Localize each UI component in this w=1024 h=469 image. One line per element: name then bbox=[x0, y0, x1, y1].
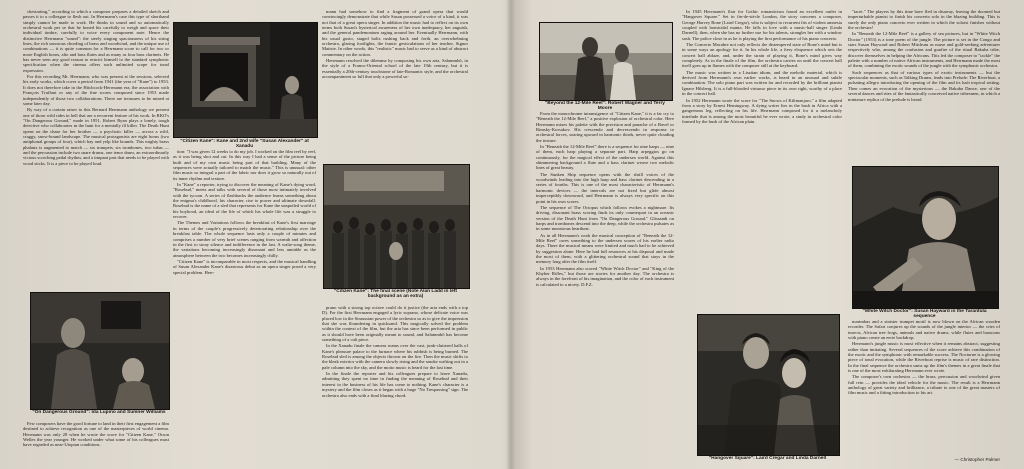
text-column-3 bbox=[322, 9, 468, 159]
paragraph: The composer's own orchestra — the brass, percussion and woodwind given full rein — provides the ideal vehicle for the music. The result is a Herrmann anthology of great variety and brilliance, a tribute to one of the great masters of film music and a fitting introduction to his art. bbox=[848, 374, 1000, 396]
paragraph: prano with a strong top octave could do it justice (the aria ends with a top D). For the first Herrmann engaged a lyric soprano, whose delicate voice was placed low in the Straussian power of the orchestra so as to give the impression that she was floundering in quicksand. This magically solved the problem within the context of the film, but the aria has since been performed in public as it should have been originally meant to sound, and Salammbô has become something of a cult piece. bbox=[322, 305, 468, 343]
paragraph: In "Beneath the 12-Mile Reef" there is a sequence for nine harps — nine of them, each harp playing a separate part. Harp arpeggios go on continuously, for the magical effect of the undersea world. Against this shimmering background a flute and a bass clarinet weave two melodic lines of great beauty. bbox=[536, 144, 674, 171]
photo-caption: "On Dangerous Ground": Ida Lupino and Sumner Williams bbox=[32, 410, 166, 415]
paragraph: In 1945 Herrmann's flair for Gothic romanticism found an excellent outlet in "Hangover Square." Set in fin-de-siècle London, the story concerns a composer, George Harvey Bone (Laird Cregar), who is subject to recurrent fits of violent amnesia coupled with homicidal mania. He falls in love with a music-hall singer (Linda Darnell), then, when she has no further use for his talents, strangles her with a window sash. The police close in as he is playing the first performance of his piano concerto. bbox=[682, 9, 842, 41]
paragraph: "Citizen Kane" is incomparable in most respects, and the musical handling of Susan Alexander Kane's disastrous debut as an opera singer posed a very special problem. Herr- bbox=[173, 258, 316, 275]
paragraph: marimbas and a sinister trumpet motif is now blown on the African wooden recorder. The Safari conjures up the sounds of the jungle interior — the cries of insects, African tree frogs, animals and native drums, while flutes and bassoons with piano create an eerie backdrop. bbox=[848, 319, 1000, 341]
paragraph: In the finale the reporter and his colleagues prepare to leave Xanadu, admitting they spent no time in finding the meaning of Rosebud and their interest in the business of his life has come to nothing. Kane's character is a mystery and the film closes as it began with a huge "No Trespassing" sign. The orchestra also ends with a final blazing chord. bbox=[322, 371, 468, 398]
paragraph: chestrating," according to which a composer prepares a detailed sketch and passes it to a colleague to flesh out. In Herrmann's case this type of shorthand simply cannot be made to work. He thinks in sound and so automatically orchestral work per se that he honed his carefully to weigh and space their individual timbre, carefully to voice every component note. Hence the distinctive Herrmann "sound": the steely singing spaciousness of his string lines, the rich sonorous chording of brass and woodwind, and the unique use of combinations — it is quite common for a Herrmann score to call for two or more English horns, alto and bass flutes and as many as four bass clarinets. He has never seen any good reason to restrict himself to the standard symphonic specification when the cinema offers such unlimited scope for tonal expression. bbox=[23, 9, 169, 73]
photo-white-witch-doctor bbox=[852, 166, 999, 309]
paragraph: In 1952 Herrmann wrote the score for "The Snows of Kilimanjaro," a film adapted from a story by Ernest Hemingway. A dying writer lies in the bush in Africa with a gangrenous leg, reflecting on his life. Herrmann composed for it a melancholy interlude that is among the most beautiful he ever wrote, a study in orchestral color framed by the hush of the African plain. bbox=[682, 97, 842, 124]
paragraph: From the monochrome intransigence of "Citizen Kane," it is a far cry to "Beneath the 12-Mile Reef," a positive explosion of orchestral color. Here Herrmann mixes his palette with the precision and panache of a Ravel or Rimsky-Korsakov. His crescendo and decrescendo in response to orchestral forces, soaring upward in harmonic thirds, never quite clouding the texture. bbox=[536, 111, 674, 143]
paragraph: Herrmann's jungle music is most effective when it remains abstract, suggesting rather than imitating. Several sequences of the score achieve this combination of the exotic and the symphonic with remarkable success. The Nocturne is a glowing piece of tonal evocation, while the Riverboat reprise is music of rare distinction. In the final sequence the orchestra sums up the film's themes in a great finale that is one of the most exhilarating Herrmann ever wrote. bbox=[848, 341, 1000, 374]
paragraph: The Concerto Macabre not only reflects the distempered state of Bone's mind but is in some ways an apology for it. In his whole life, a fiery eloquence which sets the concert hall ablaze, and, under the strain of playing it, Bone's mind gives way completely. As in the finale of the film, the orchestra carries on until the concert hall itself goes up in flames with the composer still at the keyboard. bbox=[682, 42, 842, 69]
paragraph: In the Xanadu finale the camera roams over the vast, junk-cluttered halls of Kane's pleasure palace to the furnace where his rubbish is being burned. The Rosebud sled is among the objects thrown on the fire. Then the music shifts to the bleak exterior with the camera slowly rising and the smoke wafting out in a pale column into the sky, and the motto music is heard for the last time. bbox=[322, 343, 468, 370]
paragraph: mann had somehow to find a fragment of grand opera that would convincingly demonstrate that while Susan possessed a voice of a kind, it was not that of a great opera singer. In addition the music had to reflect on its own terms both Susan's hysterical awareness of her own inadequacy, her anguish, and the general pandemonium raging around her. Eventually Herrmann, with his usual gusto, staged bolts rushing back and forth, an overwhelming orchestra, glaring footlights, the frantic gesticulations of her teacher, Signor Matiste. In other words, this "realistic" music had to serve as a kind of abstract commentary on the action. bbox=[322, 9, 468, 57]
paragraph: The Themes and Variations follows the breakfast of Kane's first marriage in terms of the couple's progressively deteriorating relationship over the breakfast table. The whole sequence lasts only a couple of minutes and comprises a number of very brief scenes ranging from warmth and affection in the first to stony silence and indifference in the last. A waltz-song theme, the variations becoming increasingly dissonant and less amiable as the atmosphere between the two becomes increasingly chilly. bbox=[173, 220, 316, 258]
paragraph: "tacet." The players by this time have fled in disarray, leaving the doomed but imperturbable pianist to finish his concerto solo in the blazing building. This is surely the only piano concerto ever written in which the soloist finishes without the orchestra! bbox=[848, 9, 1000, 31]
paragraph: The Sunken Ship sequence opens with the shrill voices of the woodwinds leading into the high harp and bass clarinet descending in a series of fourths. This is one of the most characteristic of Herrmann's harmonic devices — the intervals are not fixed but glide almost imperceptibly downward, and Herrmann is always very specific on this point in his own scores. bbox=[536, 171, 674, 204]
photo-caption: "Hangover Square": Laird Cregar and Linda Darnell bbox=[708, 456, 827, 461]
photo-hangover-square bbox=[697, 314, 840, 456]
paragraph: In "Beneath the 12-Mile Reef" is a gallery of sea pictures, but in "White Witch Doctor" (1953) is a tone poem of the jungle. The picture is set in the Congo and stars Susan Hayward and Robert Mitchum as nurse and gold-seeking adventurer respectively who, among the confusion and gunfire of the ritual Bakuba tribe, discover themselves in helping the Africans. This led the composer to "tackle" the palette with a number of native African instruments, and Herrmann made the most of them, combining the exotic sounds of the jungle with the symphonic orchestra. bbox=[848, 31, 1000, 69]
photo-beyond-the-12-mile-reef bbox=[539, 22, 673, 101]
text-column-3-bottom bbox=[322, 305, 468, 465]
text-column-4 bbox=[536, 111, 674, 465]
paragraph: For this recording Mr. Herrmann, who was present at the sessions, selected his early works, which cover a period from 1941 (the year of "Kane") to 1953. It does not therefore take in the Hitchcock-Herrmann era, the association with François Truffaut or any of the fine scores composed since 1953 made independently of those two collaborations. There are treasures to be mined at some later day. bbox=[23, 74, 169, 106]
text-column-6 bbox=[848, 9, 1000, 163]
photo-caption: "Beyond the 12-Mile Reef": Robert Wagner and Terry Moore bbox=[545, 101, 665, 112]
paragraph: Herrmann resolved the dilemma by composing his own aria, Salammbô, in the style of a Franco-Oriental school of the late 19th century, but it is essentially a 20th-century touchstone of late-Romantic style, and the orchestral accompaniment so full that only a powerful so- bbox=[322, 58, 468, 80]
paragraph: By way of a curtain raiser to this Bernard Herrmann anthology we present one of those wild rides in hell that are a recurrent feature of his work. In RKO's "On Dangerous Ground," made in 1951, Robert Ryan plays a lonely, tough detective who collaborates in the hunt for a mentally ill killer. The Death Hunt opens on the chase for her brother — a psychotic killer — across a wild, craggy, snow-bound landscape. The musical protagonists are eight horns (two antiphonal groups of four), which bay and yelp like hounds. This mighty brass phalanx is augmented to match — six trumpets, six trombones, two tubas — and the percussion include two snare drums, one tenor drum, an extraordinarily vicious scorching pedal rhythm, and a timpani part that needs to be played with wood sticks. It is a piece to be played loud. bbox=[23, 107, 169, 166]
photo-on-dangerous-ground bbox=[30, 292, 170, 410]
photo-caption: "Citizen Kane": Kane and 2nd wife "Susan Alexander" at Xanadu bbox=[180, 139, 309, 150]
text-column-6-bottom bbox=[848, 319, 1000, 455]
paragraph: The sequence of The Octopus which follows evokes a nightmare. Its driving, dissonant brass scoring finds its only counterpart in an oceanic version of the Death Hunt from "On Dangerous Ground." Glissandi on harps and trombones descend into the deep, while the orchestra pulsates as in some monstrous heartbeat. bbox=[536, 204, 674, 232]
paragraph: Few composers have the good fortune to land in their first engagement a film destined to achieve recognition as one of the masterpieces of world cinema. Herrmann was only 28 when he wrote the score for "Citizen Kane," Orson Welles the year younger. He worked under what some of his colleagues must have regarded as near-Utopian conditions. bbox=[23, 421, 169, 448]
paragraph: In 1953 Herrmann also scored "White Witch Doctor" and "King of the Khyber Rifles," but those are stories for another day. The orchestra is always in the forefront of his imagination, and the color of each instrument is calculated to a nicety. D.F.Z. bbox=[536, 265, 674, 287]
text-column-5 bbox=[682, 9, 842, 313]
text-column-2 bbox=[173, 149, 316, 465]
text-column-1 bbox=[23, 9, 169, 291]
paragraph: As in all Herrmann's work the musical conception of "Beneath the 12-Mile Reef" owes something to the undersea scores of his earlier radio days. There the musical means were limited and much had to be achieved by suggestion alone. Here he had full resources at his disposal and made the most of them, with a glittering orchestral sound that stays in the memory long after the film itself. bbox=[536, 232, 674, 265]
author-signature: — Christopher Palmer bbox=[954, 457, 1000, 462]
photo-citizen-kane-rally bbox=[323, 164, 470, 289]
photo-citizen-kane-fireplace bbox=[173, 22, 318, 138]
photo-caption: "White Witch Doctor": Susan Hayward in the Tarantula sequence bbox=[862, 309, 987, 320]
paragraph: tion: "I was given 12 weeks to do my job. I worked on the film reel by reel, as it was being shot and cut. In this way I had a sense of the picture being built and of my own music being part of that building. Many of the sequences were actually tailored to match the music." This is unusual: other film music so integral a part of the fabric nor does it grow so naturally out of its inner rhythm and texture. bbox=[173, 149, 316, 181]
paragraph: Such sequences as that of various types of exotic instruments — but the spectacular moments, such as Talking Drums, leads into Prelude: The Riverboat, a pulsating allegro introducing the opening of the film and its lush tropical setting. Then comes an evocation of the mysterious — the Bakuba Dance, one of the several dances and rites of the fantastically conceived native tribesmen, in which a miniature replica of the prelude is heard. bbox=[848, 69, 1000, 102]
paragraph: In "Kane" a reporter, trying to discover the meaning of Kane's dying word, "Rosebud," meets and talks with several of those most intimately involved with the tycoon. A series of flashbacks the audience learns something about the enigma's childhood, his character, rise to power and ultimate downfall. Rosebud is the name of a sled that represents for Kane the unspoiled world of his boyhood, an ideal of the life of which his whole life was a struggle to recover. bbox=[173, 182, 316, 220]
paragraph: The music was written in a Lisztian idiom, and the melodic material, which is derived from Herrmann's own earlier works, is heard in an unusual and subtle combination. The solo piano part was written for and recorded by the brilliant pianist Ignace Hilsberg. It is a full-blooded virtuoso piece in its own right, worthy of a place in the concert hall. bbox=[682, 69, 842, 97]
photo-caption: "Citizen Kane": The final scene (Note Alan Ladd in left background as an extra) bbox=[334, 289, 457, 300]
page-gutter bbox=[506, 0, 516, 469]
text-column-1-bottom bbox=[23, 421, 169, 465]
